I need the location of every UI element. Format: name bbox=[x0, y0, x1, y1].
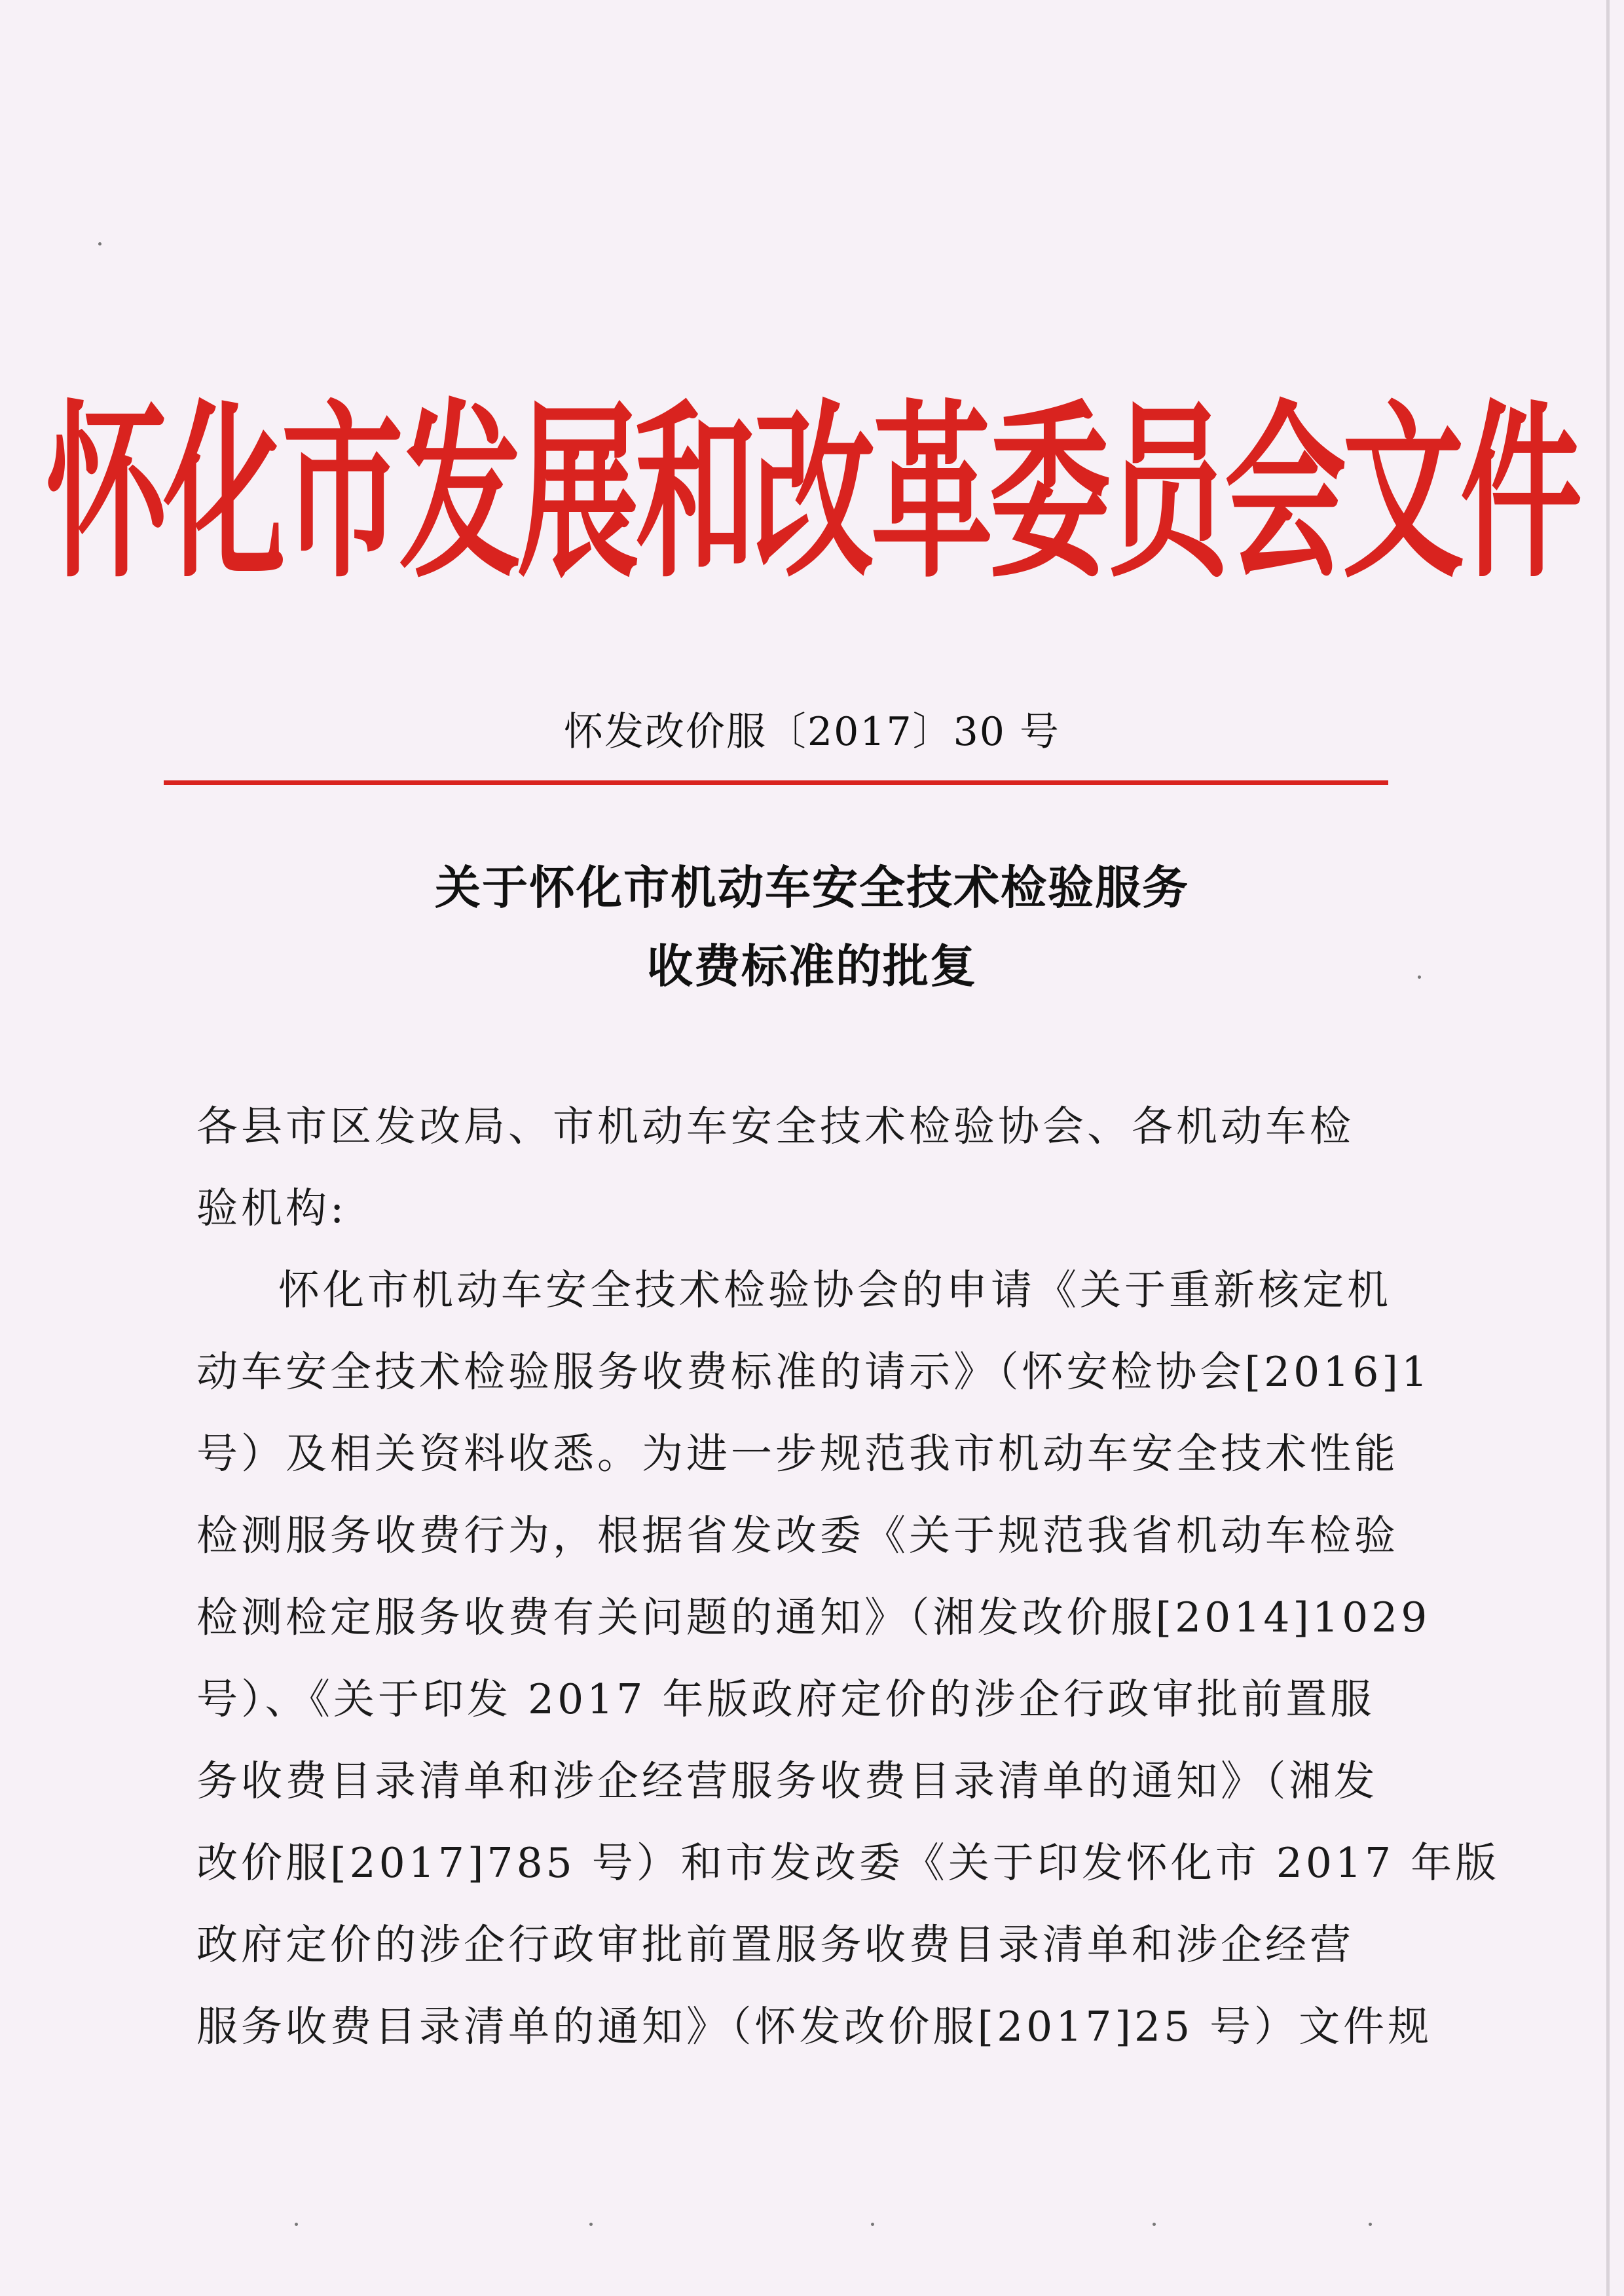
body-line: 务收费目录清单和涉企经营服务收费目录清单的通知》（湘发 bbox=[196, 1757, 1378, 1805]
body-line: 政府定价的涉企行政审批前置服务收费目录清单和涉企经营 bbox=[196, 1921, 1354, 1969]
body-line: 动车安全技术检验服务收费标准的请示》（怀安检协会[2016]1 bbox=[196, 1348, 1431, 1396]
document-number: 怀发改价服〔2017〕30 号 bbox=[563, 709, 1061, 755]
scan-speck bbox=[589, 2223, 593, 2226]
body-line: 号）及相关资料收悉。为进一步规范我市机动车安全技术性能 bbox=[196, 1430, 1399, 1478]
body-line: 验机构: bbox=[196, 1184, 348, 1232]
body-line: 各县市区发改局、市机动车安全技术检验协会、各机动车检 bbox=[196, 1102, 1354, 1150]
scan-speck bbox=[295, 2223, 298, 2226]
scan-speck bbox=[98, 242, 101, 246]
page-edge bbox=[1606, 0, 1610, 2296]
red-divider-line bbox=[164, 780, 1388, 785]
body-line: 服务收费目录清单的通知》（怀发改价服[2017]25 号）文件规 bbox=[196, 2003, 1433, 2050]
body-line: 号）、《关于印发 2017 年版政府定价的涉企行政审批前置服 bbox=[196, 1675, 1375, 1723]
scan-speck bbox=[1418, 975, 1421, 979]
body-line: 检测检定服务收费有关问题的通知》（湘发改价服[2014]1029 bbox=[196, 1594, 1431, 1641]
body-line: 改价服[2017]785 号）和市发改委《关于印发怀化市 2017 年版 bbox=[196, 1839, 1500, 1887]
subject-title-line-1: 关于怀化市机动车安全技术检验服务 bbox=[435, 860, 1189, 915]
scan-speck bbox=[1369, 2223, 1372, 2226]
body-line: 怀化市机动车安全技术检验协会的申请《关于重新核定机 bbox=[278, 1266, 1392, 1314]
issuer-header-title: 怀化市发展和改革委员会文件 bbox=[45, 383, 1578, 604]
scan-speck bbox=[871, 2223, 874, 2226]
scan-speck bbox=[1153, 2223, 1156, 2226]
subject-title-line-2: 收费标准的批复 bbox=[647, 939, 977, 993]
body-line: 检测服务收费行为，根据省发改委《关于规范我省机动车检验 bbox=[196, 1512, 1399, 1559]
